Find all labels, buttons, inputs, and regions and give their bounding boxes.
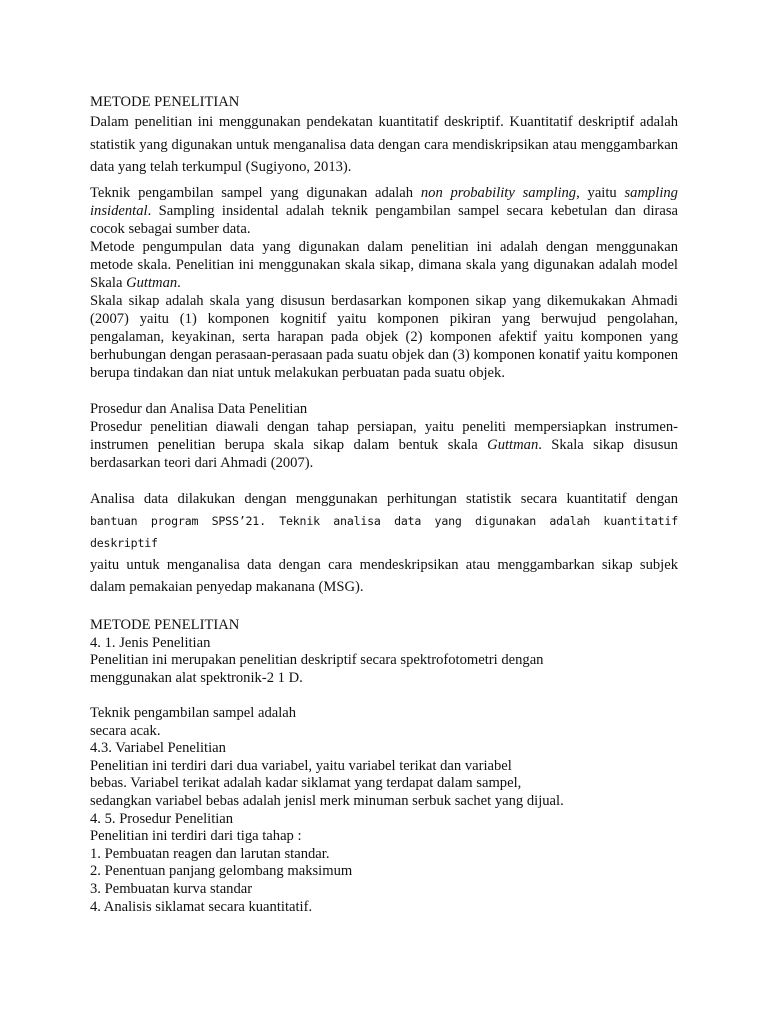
paragraph-pendekatan: Dalam penelitian ini menggunakan pendekatan kuantitatif deskriptif. Kuantitatif deskriptif adalah statistik yang digunakan untuk menganalisa data dengan cara mendiskripsikan atau menggambarkan data yang telah terkumpul (Sugiyono, 2013). [90,114,678,175]
text-line: Penelitian ini merupakan penelitian deskriptif secara spektrofotometri dengan [90,652,544,669]
text-line: 4. Analisis siklamat secara kuantitatif. [90,898,313,915]
text-line: Penelitian ini terdiri dari tiga tahap : [90,828,302,845]
section-body [90,635,678,917]
text-line: Penelitian ini terdiri dari dua variabel, yaitu variabel terikat dan variabel [90,757,512,774]
paragraph-analisa-line1: Analisa data dilakukan dengan menggunakan perhitungan statistik secara kuantitatif dengan [90,491,678,507]
text-line: sedangkan variabel bebas adalah jenisl merk minuman serbuk sachet yang dijual. [90,792,564,809]
paragraph-teknik-sampel: Teknik pengambilan sampel yang digunakan adalah non probability sampling, yaitu sampling insidental. Sampling insidental adalah teknik pengambilan sampel secara kebetulan dan dirasa cocok sebagai sumber data. [90,185,678,237]
section-title: Prosedur dan Analisa Data Penelitian [90,401,308,417]
section-prosedur-analisa [90,400,678,472]
paragraph-prosedur: Prosedur penelitian diawali dengan tahap persiapan, yaitu peneliti mempersiapkan instrumen-instrumen penelitian berupa skala sikap dalam bentuk skala Guttman. Skala sikap disusun berdasarkan teori dari Ahmadi (2007). [90,419,678,471]
section-analisa-data [90,488,678,598]
text-line: bebas. Variabel terikat adalah kadar siklamat yang terdapat dalam sampel, [90,775,522,792]
section-title: METODE PENELITIAN [90,94,240,110]
section-metode-penelitian-2 [90,617,678,916]
text-line: 4.3. Variabel Penelitian [90,740,226,757]
text-line: Teknik pengambilan sampel adalah [90,704,297,721]
paragraph-metode-pengumpulan: Metode pengumpulan data yang digunakan dalam penelitian ini adalah dengan menggunakan metode skala. Penelitian ini menggunakan skala sikap, dimana skala yang digunakan adalah model Skala Guttman. [90,239,678,291]
blank-line [90,687,678,705]
text-line: 2. Penentuan panjang gelombang maksimum [90,863,353,880]
text-line: 4. 1. Jenis Penelitian [90,634,211,651]
section-teknik-sampel [90,184,678,382]
section-metode-penelitian [90,93,678,179]
text-line: 1. Pembuatan reagen dan larutan standar. [90,845,330,862]
text-line: secara acak. [90,722,161,739]
text-line: 3. Pembuatan kurva standar [90,880,253,897]
paragraph-analisa-line2: bantuan program SPSS’21. Teknik analisa data yang digunakan adalah kuantitatif deskriptif [90,514,678,550]
paragraph-skala-sikap: Skala sikap adalah skala yang disusun berdasarkan komponen sikap yang dikemukakan Ahmadi (2007) yaitu (1) komponen kognitif yaitu komponen pikiran yang berwujud pengolahan, pengalaman, keyakinan, serta harapan pada objek (2) komponen afektif yaitu komponen yang berhubungan dengan perasaan-perasaan pada suatu objek dan (3) komponen konatif yaitu komponen berupa tindakan dan niat untuk melakukan perbuatan pada suatu objek. [90,293,679,381]
text-line: menggunakan alat spektronik-2 1 D. [90,669,303,686]
paragraph-analisa-rest: yaitu untuk menganalisa data dengan cara mendeskripsikan atau menggambarkan sikap subjek dalam pemakaian penyedap makanana (MSG). [90,557,678,595]
section-title: METODE PENELITIAN [90,617,240,633]
text-line: 4. 5. Prosedur Penelitian [90,810,234,827]
